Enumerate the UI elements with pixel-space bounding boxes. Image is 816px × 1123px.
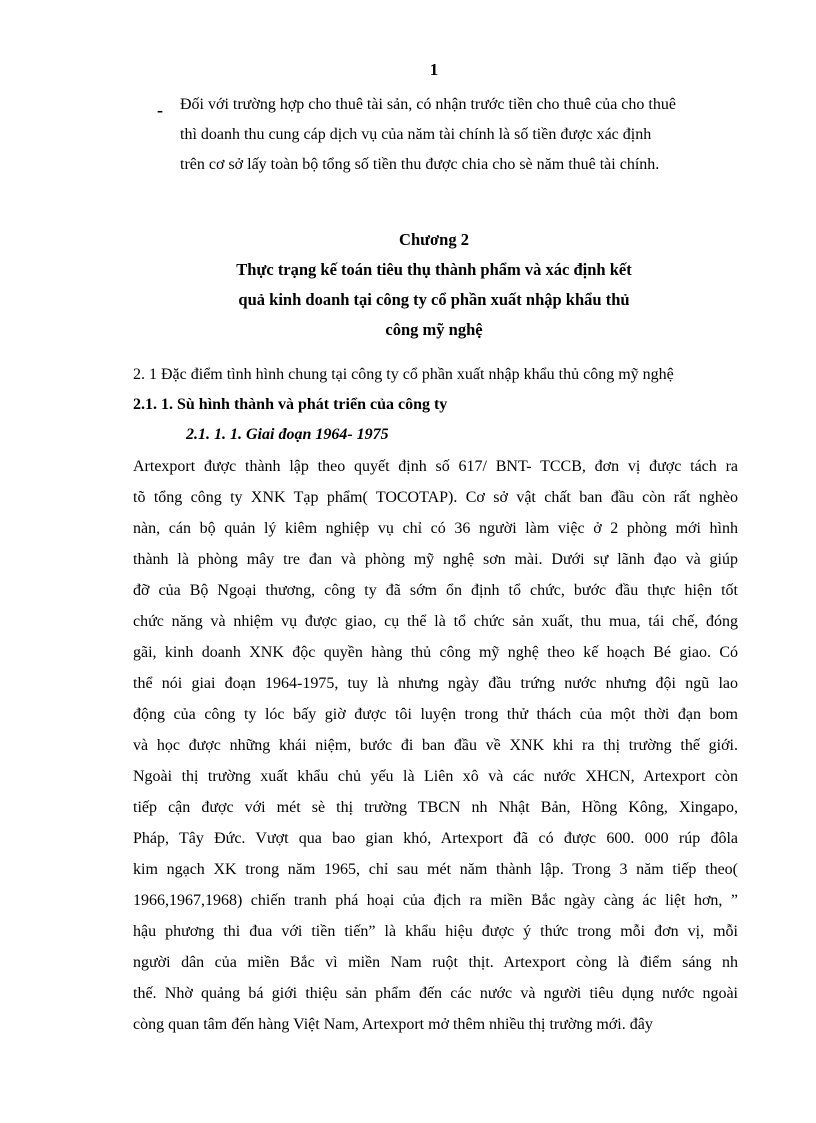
- body-line: người dân của miền Bắc vì miền Nam ruột thịt. Artexport còng là điểm sáng nh: [133, 954, 738, 971]
- intro-line-1: Đối với trường hợp cho thuê tài sản, có nhận trước tiền cho thuê của cho thuê: [180, 96, 676, 113]
- subsubsection-heading: 2.1. 1. 1. Giai đoạn 1964- 1975: [186, 426, 389, 443]
- chapter-label: Chương 2: [399, 230, 469, 249]
- chapter-title-line-3: công mỹ nghệ: [385, 320, 483, 339]
- body-line: nàn, cán bộ quản lý kiêm nghiệp vụ chỉ có 36 người làm việc ở 2 phòng mới hình: [133, 520, 738, 537]
- body-line: thành là phòng mây tre đan và phòng mỹ nghệ sơn mài. Dưới sự lãnh đạo và giúp: [133, 551, 738, 568]
- bullet-marker: -: [157, 100, 163, 120]
- chapter-title-line-1: Thực trạng kế toán tiêu thụ thành phẩm và xác định kết: [236, 260, 632, 279]
- body-line: Ngoài thị trường xuất khẩu chủ yếu là Liên xô và các nước XHCN, Artexport còn: [133, 768, 738, 785]
- chapter-title-line-2: quả kinh doanh tại công ty cổ phần xuất nhập khẩu thủ: [238, 290, 630, 309]
- page-number: 1: [429, 60, 439, 79]
- body-line: 1966,1967,1968) chiến tranh phá hoại của địch ra miền Bắc ngày càng ác liệt hơn, ”: [133, 892, 738, 909]
- body-line: động của công ty lóc bấy giờ được tôi luyện trong thử thách của một thời đạn bom: [133, 706, 738, 723]
- intro-line-3: trên cơ sở lấy toàn bộ tổng số tiền thu được chia cho sè năm thuê tài chính.: [180, 156, 660, 173]
- body-line: gãi, kinh doanh XNK độc quyền hàng thủ công mỹ nghệ theo kế hoạch Bé giao. Có: [133, 644, 738, 661]
- body-line: Pháp, Tây Đức. Vượt qua bao gian khó, Artexport đã có được 600. 000 rúp đôla: [133, 830, 738, 847]
- body-line: chức năng và nhiệm vụ được giao, cụ thể là tổ chức sản xuất, thu mua, tái chế, đóng: [133, 613, 738, 630]
- body-line: thế. Nhờ quảng bá giới thiệu sản phẩm đến các nước và người tiêu dụng nước ngoài: [133, 985, 738, 1002]
- body-line: và học được những khái niệm, bước đi ban đầu về XNK khi ra thị trường thế giới.: [133, 737, 738, 754]
- body-line: thể nói giai đoạn 1964-1975, tuy là nhưng ngày đầu trứng nước nhưng đội ngũ lao: [133, 675, 738, 692]
- intro-line-2: thì doanh thu cung cáp dịch vụ của năm tài chính là số tiền được xác định: [180, 126, 652, 143]
- body-line: Artexport được thành lập theo quyết định số 617/ BNT- TCCB, đơn vị được tách ra: [133, 458, 738, 475]
- body-line: còng quan tâm đến hàng Việt Nam, Artexport mở thêm nhiều thị trường mới. đây: [133, 1016, 653, 1033]
- section-heading: 2. 1 Đặc điểm tình hình chung tại công ty cổ phần xuất nhập khẩu thủ công mỹ nghệ: [133, 366, 674, 383]
- body-line: kim ngạch XK trong năm 1965, chỉ sau mét năm thành lập. Trong 3 năm tiếp theo(: [133, 861, 738, 878]
- body-line: tõ tổng công ty XNK Tạp phẩm( TOCOTAP). Cơ sở vật chất ban đầu còn rất nghèo: [133, 489, 738, 506]
- body-line: hậu phương thi đua với tiền tiến” là khẩu hiệu được ý thức trong mỗi đơn vị, mỗi: [133, 923, 738, 940]
- subsection-heading: 2.1. 1. Sù hình thành và phát triển của công ty: [133, 396, 448, 413]
- body-line: đỡ của Bộ Ngoại thương, công ty đã sớm ổn định tổ chức, bước đầu thực hiện tốt: [133, 582, 738, 599]
- body-line: tiếp cận được với mét sè thị trường TBCN nh Nhật Bản, Hồng Kông, Xingapo,: [133, 799, 738, 816]
